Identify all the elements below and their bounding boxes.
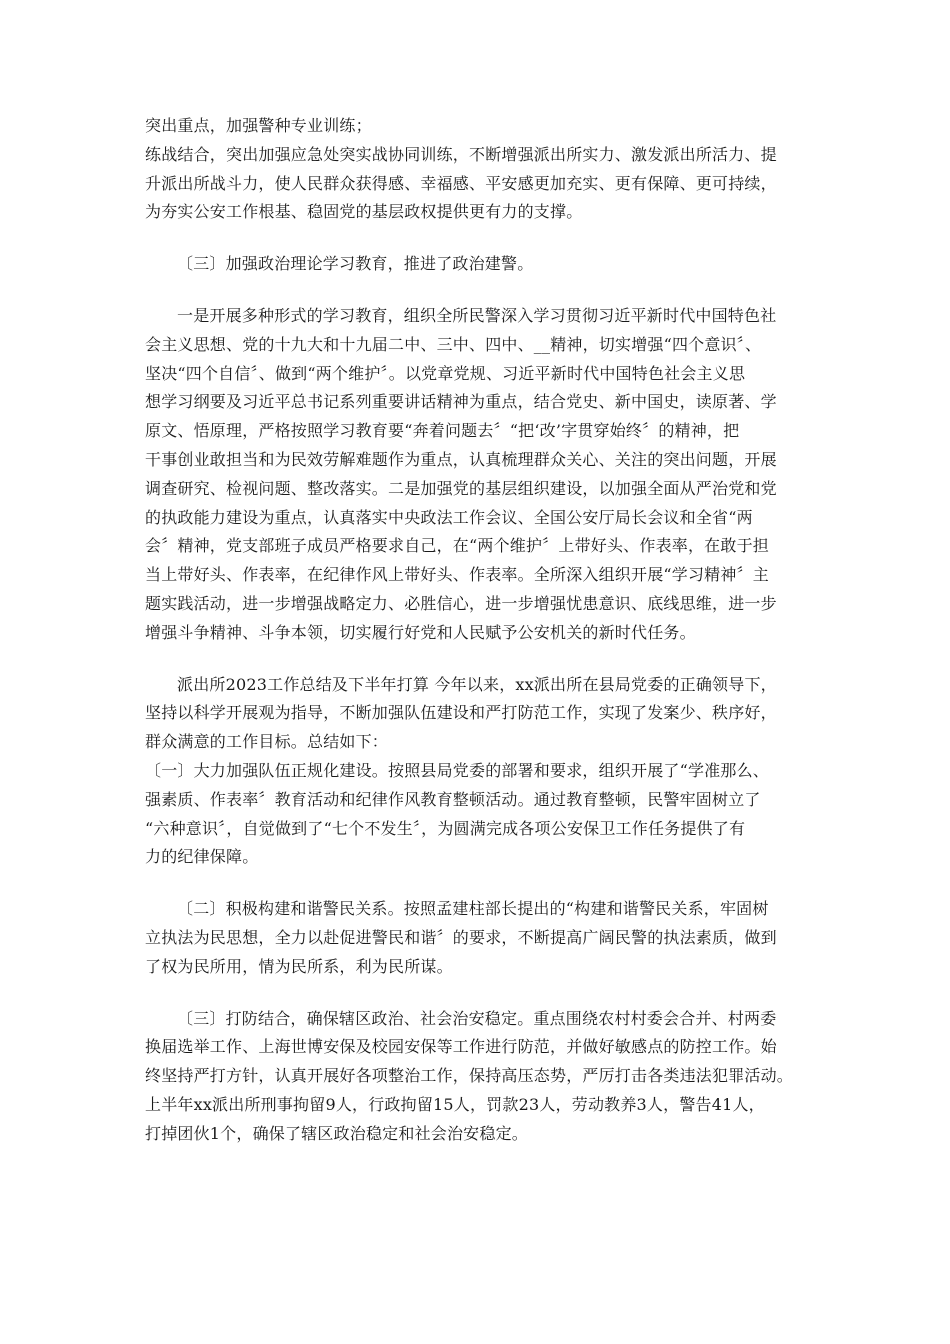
text-line: 会〞精神，党支部班子成员严格要求自己，在“两个维护〞上带好头、作表率，在敢于担 [145,536,769,556]
text-line: 力的纪律保障。 [145,847,259,867]
paragraph-training-summary [145,112,810,227]
text-line: 派出所2023工作总结及下半年打算 今年以来，xx派出所在县局党委的正确领导下， [177,674,777,694]
text-line: 增强斗争精神、斗争本领，切实履行好党和人民赋予公安机关的新时代任务。 [145,622,696,642]
text-line: 群众满意的工作目标。总结如下： [145,732,389,752]
text-line: 〔一〕大力加强队伍正规化建设。按照县局党委的部署和要求，组织开展了“学准那么、 [145,760,769,780]
text-line: 会主义思想、党的十九大和十九届二中、三中、四中、__精神，切实增强“四个意识〞、 [145,334,762,354]
paragraph-report-title [145,671,810,700]
text-line: 坚决“四个自信〞、做到“两个维护〞。以党章党规、习近平新时代中国特色社会主义思 [145,363,746,383]
text-line: 一是开展多种形式的学习教育，组织全所民警深入学习贯彻习近平新时代中国特色社 [177,305,777,325]
paragraph-security-heading [145,1005,810,1034]
text-line: 突出重点，加强警种专业训练； [145,116,372,135]
text-line: 打掉团伙1个，确保了辖区政治稳定和社会治安稳定。 [145,1123,528,1143]
text-line: 调查研究、检视问题、整改落实。二是加强党的基层组织建设，以加强全面从严治党和党 [145,478,777,498]
text-line: 立执法为民思想，全力以赴促进警民和谐〞的要求，不断提高广阔民警的执法素质，做到 [145,927,777,947]
paragraph-police-relations-heading [145,895,810,924]
text-line: 题实践活动，进一步增强战略定力、必胜信心，进一步增强忧患意识、底线思维，进一步 [145,593,777,613]
paragraph-summary-intro [145,699,810,872]
text-line: 了权为民所用，情为民所系，利为民所谋。 [145,956,453,976]
text-line: 干事创业敢担当和为民效劳解难题作为重点，认真梳理群众关心、关注的突出问题，开展 [145,449,777,469]
text-line: 换届选举工作、上海世博安保及校园安保等工作进行防范，并做好敏感点的防控工作。始 [145,1037,777,1057]
document-page [145,112,810,1149]
text-line: 的执政能力建设为重点，认真落实中央政法工作会议、全国公安厅局长会议和全省“两 [145,507,753,527]
text-line: 强素质、作表率〞教育活动和纪律作风教育整顿活动。通过教育整顿，民警牢固树立了 [145,789,761,809]
text-line: 原文、悟原理，严格按照学习教育要“奔着问题去〞“把‘改’字贯穿始终〞的精神，把 [145,421,740,441]
text-line: 练战结合，突出加强应急处突实战协同训练，不断增强派出所实力、激发派出所活力、提 [145,144,777,164]
text-line: 终坚持严打方针，认真开展好各项整治工作，保持高压态势，严厉打击各类违法犯罪活动。 [145,1066,794,1086]
paragraph-police-relations [145,924,810,982]
text-line: 升派出所战斗力，使人民群众获得感、幸福感、平安感更加充实、更有保障、更可持续， [145,173,777,193]
text-line: 想学习纲要及习近平总书记系列重要讲话精神为重点，结合党史、新中国史，读原著、学 [145,392,777,412]
section-heading: 〔三〕加强政治理论学习教育，推进了政治建警。 [177,254,534,274]
text-line: 〔二〕积极构建和谐警民关系。按照孟建柱部长提出的“构建和谐警民关系，牢固树 [177,899,769,919]
text-line: “六种意识〞，自觉做到了“七个不发生〞，为圆满完成各项公安保卫工作任务提供了有 [145,818,746,838]
paragraph-political-study [145,302,810,648]
paragraph-security [145,1033,810,1148]
text-line: 当上带好头、作表率，在纪律作风上带好头、作表率。全所深入组织开展“学习精神〞主 [145,565,769,585]
text-line: 上半年xx派出所刑事拘留9人，行政拘留15人，罚款23人，劳动教养3人，警告41人， [145,1094,765,1114]
text-line: 为夯实公安工作根基、稳固党的基层政权提供更有力的支撑。 [145,202,583,222]
section-heading-political-study [145,250,810,279]
text-line: 坚持以科学开展观为指导，不断加强队伍建设和严打防范工作，实现了发案少、秩序好， [145,703,777,723]
text-line: 〔三〕打防结合，确保辖区政治、社会治安稳定。重点围绕农村村委会合并、村两委 [177,1008,777,1028]
